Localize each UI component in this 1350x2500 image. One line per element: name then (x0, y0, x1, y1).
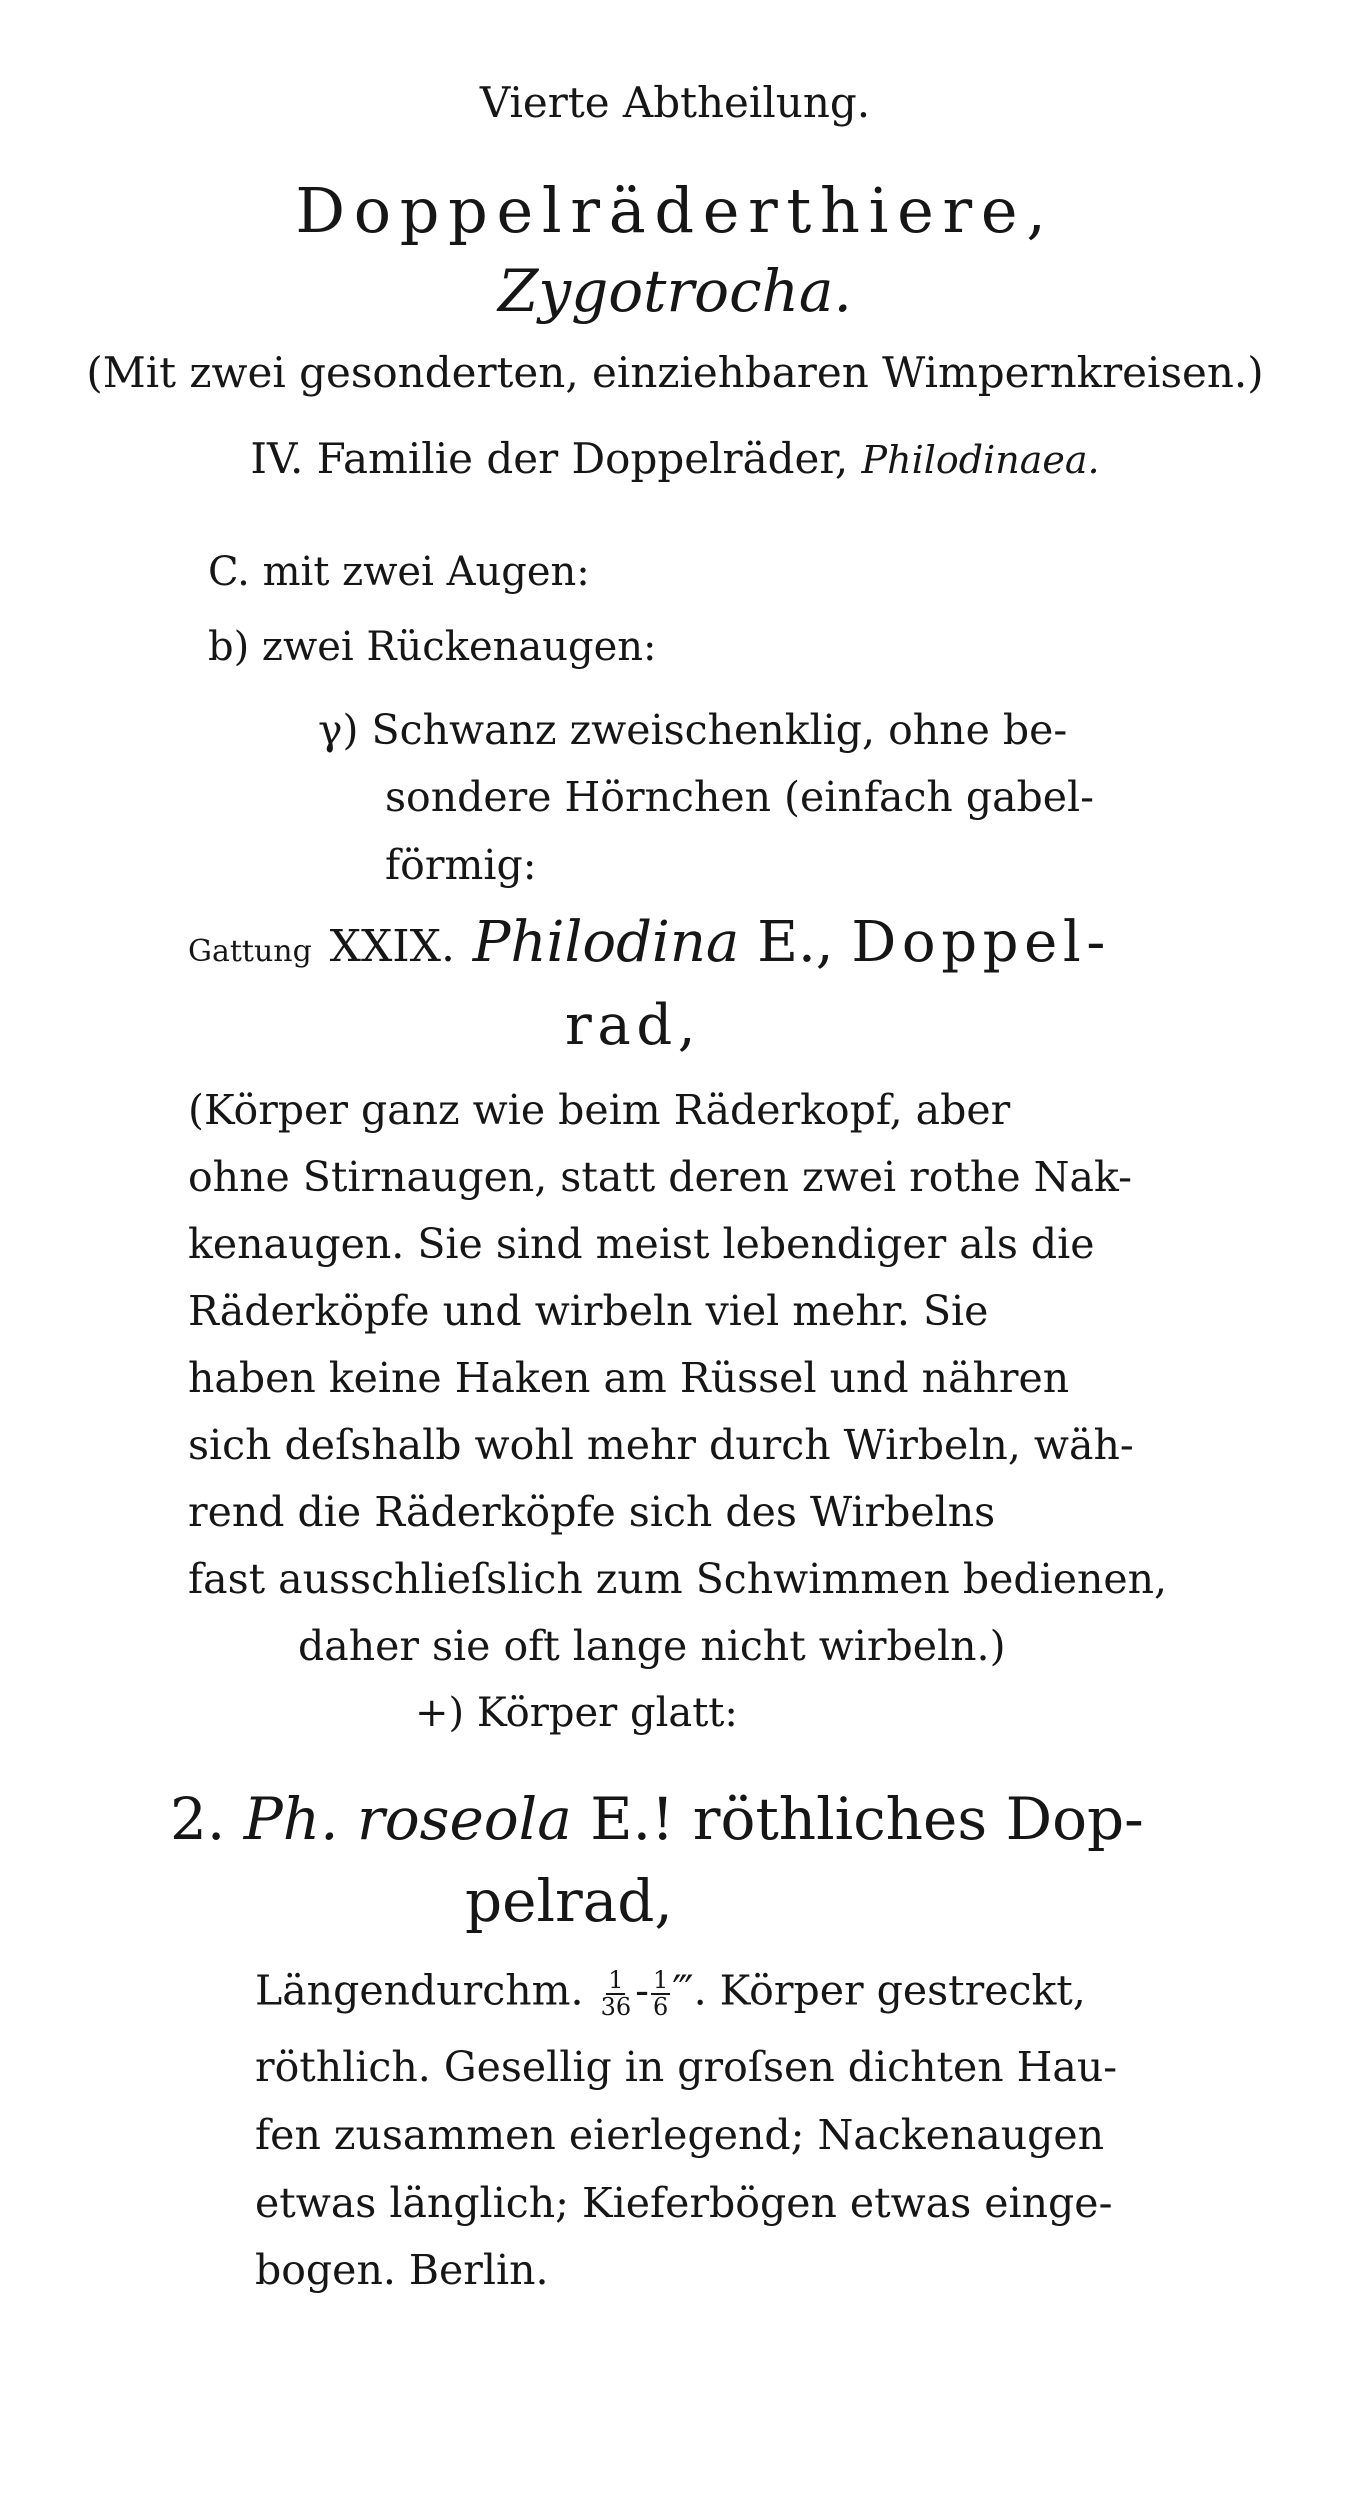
key-c: C. mit zwei Augen: (208, 549, 590, 595)
fraction-1 (599, 1968, 634, 2020)
species-common-1: röthliches Dop- (692, 1785, 1144, 1853)
fraction-2 (651, 1968, 670, 2020)
species-description-line-1 (255, 1968, 1086, 2020)
genus-description-line: rend die Räderköpfe sich des Wirbelns (188, 1488, 996, 1536)
genus-description-line: haben keine Haken am Rüssel und nähren (188, 1354, 1070, 1402)
genus-author: E., (739, 910, 852, 975)
length-label: Längendurchm. (255, 1966, 597, 2015)
subsection-heading: +) Körper glatt: (415, 1690, 738, 1736)
family-name: Philodinaea. (861, 438, 1100, 482)
fraction-dash: - (635, 1966, 649, 2015)
family-heading (0, 434, 1350, 483)
family-prefix: IV. Familie der Doppelräder, (250, 434, 862, 483)
species-description-line: röthlich. Gesellig in groſsen dichten Hau- (255, 2043, 1118, 2091)
fraction-2-numerator: 1 (652, 1966, 669, 1994)
fraction-1-denominator: 36 (600, 1993, 632, 2022)
length-rest: ‴. Körper gestreckt, (672, 1966, 1086, 2015)
genus-common-1: Doppel- (851, 910, 1111, 975)
species-description-line: bogen. Berlin. (255, 2246, 549, 2294)
section-title: Doppelräderthiere, (295, 174, 1055, 247)
genus-description-line: daher sie oft lange nicht wirbeln.) (298, 1622, 1006, 1670)
genus-description-line: fast ausschlieſslich zum Schwimmen bedienen, (188, 1555, 1168, 1603)
genus-description-line: (Körper ganz wie beim Räderkopf, aber (188, 1086, 1011, 1134)
genus-number: XXIX. (329, 921, 455, 972)
genus-description-line: sich deſshalb wohl mehr durch Wirbeln, wäh- (188, 1421, 1134, 1469)
genus-name: Philodina (472, 910, 740, 975)
section-subtitle: Zygotrocha. (498, 257, 852, 325)
species-name: Ph. roseola (243, 1785, 572, 1853)
genus-heading (188, 910, 1111, 975)
genus-label: Gattung (188, 934, 312, 969)
species-heading (170, 1785, 1144, 1853)
fraction-2-denominator: 6 (652, 1993, 669, 2022)
key-b: b) zwei Rückenaugen: (208, 624, 657, 670)
genus-common-2: rad, (565, 993, 702, 1058)
fraction-1-numerator: 1 (608, 1966, 624, 1994)
species-description-line: fen zusammen eierlegend; Nackenaugen (255, 2111, 1105, 2159)
species-number: 2. (170, 1785, 226, 1853)
running-head: Vierte Abtheilung. (479, 78, 871, 127)
species-author: E.! (571, 1785, 693, 1853)
section-tagline: (Mit zwei gesonderten, einziehbaren Wimpernkreisen.) (86, 348, 1264, 397)
key-gamma-line-3: förmig: (385, 841, 537, 889)
genus-description-line: ohne Stirnaugen, statt deren zwei rothe Nak- (188, 1153, 1132, 1201)
species-common-2: pelrad, (465, 1867, 673, 1935)
key-gamma-line-1: γ) Schwanz zweischenklig, ohne be- (318, 706, 1068, 754)
genus-description-line: Räderköpfe und wirbeln viel mehr. Sie (188, 1287, 989, 1335)
species-description-line: etwas länglich; Kieferbögen etwas einge- (255, 2179, 1113, 2227)
key-gamma-line-2: sondere Hörnchen (einfach gabel- (385, 773, 1095, 821)
genus-description-line: kenaugen. Sie sind meist lebendiger als die (188, 1220, 1095, 1268)
